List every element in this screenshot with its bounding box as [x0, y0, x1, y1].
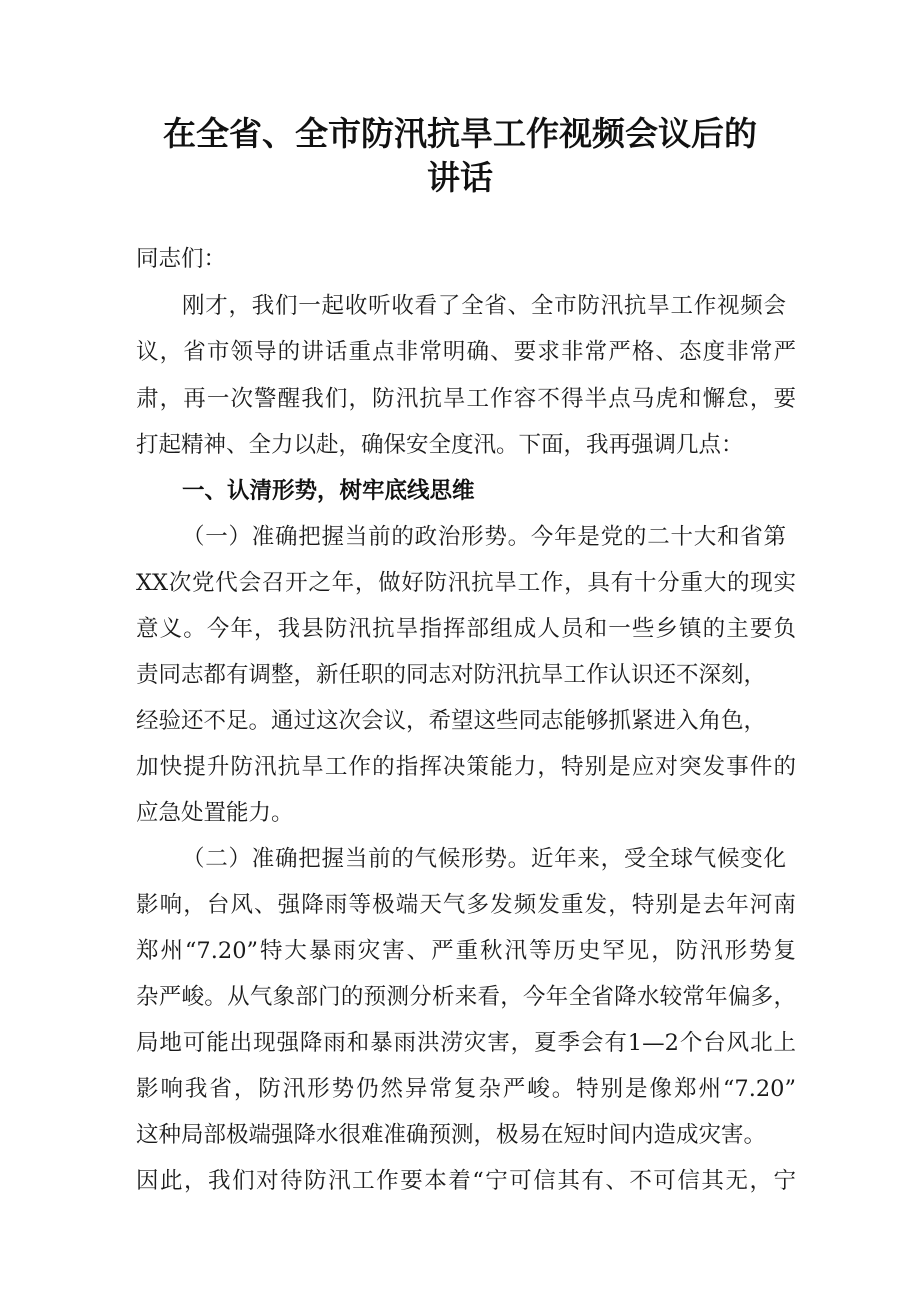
section-heading: 一、认清形势，树牢底线思维	[182, 478, 475, 504]
paragraph-line: 影响我省，防汛形势仍然异常复杂严峻。特别是像郑州“7.20”	[136, 1076, 796, 1102]
document-title-line-1: 在全省、全市防汛抗旱工作视频会议后的	[163, 114, 757, 153]
paragraph-line: 杂严峻。从气象部门的预测分析来看，今年全省降水较常年偏多，	[136, 984, 796, 1010]
paragraph-line: 意义。今年，我县防汛抗旱指挥部组成人员和一些乡镇的主要负	[136, 616, 796, 642]
paragraph-line: 责同志都有调整，新任职的同志对防汛抗旱工作认识还不深刻，	[136, 662, 767, 688]
paragraph-line: 经验还不足。通过这次会议，希望这些同志能够抓紧进入角色，	[136, 708, 767, 734]
salutation: 同志们：	[136, 246, 227, 272]
paragraph-line: 局地可能出现强降雨和暴雨洪涝灾害，夏季会有1—2个台风北上	[136, 1030, 796, 1056]
document-title-line-2: 讲话	[427, 158, 493, 197]
paragraph-line: 因此，我们对待防汛工作要本着“宁可信其有、不可信其无，宁	[136, 1168, 796, 1194]
paragraph-line: 肃，再一次警醒我们，防汛抗旱工作容不得半点马虎和懈怠，要	[136, 386, 796, 412]
paragraph-line: 郑州“7.20”特大暴雨灾害、严重秋汛等历史罕见，防汛形势复	[136, 938, 796, 964]
paragraph-line: 这种局部极端强降水很难准确预测，极易在短时间内造成灾害。	[136, 1122, 767, 1148]
paragraph-line: 影响，台风、强降雨等极端天气多发频发重发，特别是去年河南	[136, 892, 796, 918]
paragraph-line: 刚才，我们一起收听收看了全省、全市防汛抗旱工作视频会	[182, 293, 786, 319]
paragraph-line: 加快提升防汛抗旱工作的指挥决策能力，特别是应对突发事件的	[136, 754, 796, 780]
paragraph-line: （一）准确把握当前的政治形势。今年是党的二十大和省第	[182, 524, 786, 550]
paragraph-line: 议，省市领导的讲话重点非常明确、要求非常严格、态度非常严	[136, 339, 796, 365]
paragraph-line: （二）准确把握当前的气候形势。近年来，受全球气候变化	[182, 846, 786, 872]
paragraph-line: 应急处置能力。	[136, 800, 294, 826]
paragraph-line: 打起精神、全力以赴，确保安全度汛。下面，我再强调几点：	[136, 432, 744, 458]
paragraph-line: XX次党代会召开之年，做好防汛抗旱工作，具有十分重大的现实	[136, 570, 796, 596]
